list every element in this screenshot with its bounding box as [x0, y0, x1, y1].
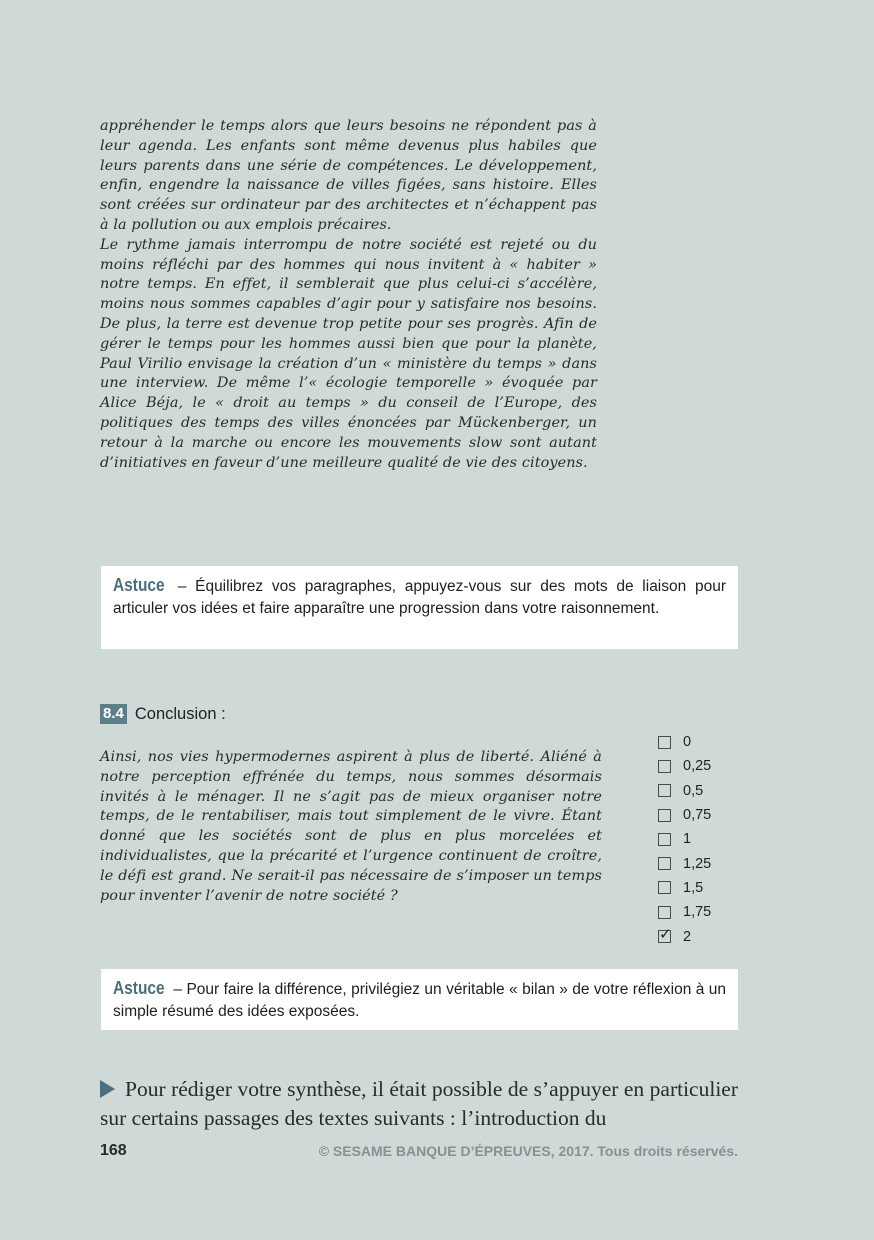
score-option[interactable]	[658, 876, 738, 900]
score-option-label: 1,25	[683, 855, 712, 872]
synthesis-text: Pour rédiger votre synthèse, il était possible de s’appuyer en particulier sur certains passages des textes suivants : l’introduction du	[100, 1077, 738, 1130]
score-option[interactable]	[658, 754, 738, 778]
section-number-badge: 8.4	[100, 704, 127, 724]
essay-paragraph: Le rythme jamais interrompu de notre société est rejeté ou du moins réfléchi par des hommes qui nous invitent à « habiter » notre temps. En effet, il semblerait que plus celui-ci s’accélère, moins nous sommes capables d’agir pour y satisfaire nos besoins. De plus, la terre est devenue trop petite pour ses progrès. Afin de gérer le temps pour les hommes aussi bien que pour la planète, Paul Virilio envisage la création d’un « ministère du temps » dans une interview. De même l’« écologie temporelle » évoquée par Alice Béja, le « droit au temps » du conseil de l’Europe, des politiques des temps des villes énoncées par Mückenberger, un retour à la marche ou encore les mouvements slow sont autant d’initiatives en faveur d’une meilleure qualité de vie des citoyens.	[100, 236, 597, 471]
checkbox[interactable]	[658, 881, 671, 894]
tip-text: – Équilibrez vos paragraphes, appuyez-vous sur des mots de liaison pour articuler vos idées et faire apparaître une progression dans votre raisonnement.	[113, 578, 726, 617]
tip-keyword: Astuce	[113, 978, 165, 998]
tip-box	[101, 969, 738, 1030]
conclusion-paragraph: Ainsi, nos vies hypermodernes aspirent à plus de liberté. Aliéné à notre perception effrénée du temps, nous sommes désormais invités à le ménager. Il ne s’agit pas de mieux organiser notre temps, de le rentabiliser, mais tout simplement de le vivre. Étant donné que les sociétés sont de plus en plus morcelées et individualistes, que la précarité et l’urgence continuent de croître, le défi est grand. Ne serait-il pas nécessaire de s’imposer un temps pour inventer l’avenir de notre société ?	[100, 749, 602, 904]
score-option[interactable]	[658, 900, 738, 924]
conclusion-text	[100, 748, 602, 906]
play-arrow-icon	[100, 1080, 115, 1098]
score-option[interactable]	[658, 924, 738, 948]
essay-paragraph: appréhender le temps alors que leurs besoins ne répondent pas à leur agenda. Les enfants sont même devenus plus habiles que leurs parents dans une série de compétences. Le développement, enfin, engendre la naissance de villes figées, sans histoire. Elles sont créées sur ordinateur par des architectes et n’échappent pas à la pollution ou aux emplois précaires.	[100, 118, 597, 233]
tip-text: – Pour faire la différence, privilégiez un véritable « bilan » de votre réflexion à un simple résumé des idées exposées.	[113, 981, 726, 1020]
score-option-label: 0,75	[683, 807, 712, 824]
section-heading	[100, 704, 226, 724]
copyright-notice: © SESAME BANQUE D’ÉPREUVES, 2017. Tous droits réservés.	[318, 1143, 738, 1159]
tip-keyword: Astuce	[113, 575, 165, 595]
score-option-label: 1,5	[683, 879, 704, 896]
score-option-label: 0	[683, 734, 692, 751]
score-option-label: 2	[683, 928, 692, 945]
score-checklist	[658, 730, 738, 949]
checkbox[interactable]	[658, 925, 672, 944]
checkbox[interactable]	[658, 784, 671, 797]
score-option-label: 1,75	[683, 904, 712, 921]
score-option-label: 1	[683, 831, 692, 848]
section-title: Conclusion :	[134, 704, 226, 723]
score-option[interactable]	[658, 803, 738, 827]
checkbox[interactable]	[658, 857, 671, 870]
score-option[interactable]	[658, 730, 738, 754]
page-number: 168	[100, 1142, 127, 1159]
check-icon: ✓	[659, 925, 672, 944]
checkbox[interactable]	[658, 906, 671, 919]
synthesis-paragraph	[100, 1075, 738, 1133]
score-option[interactable]	[658, 827, 738, 851]
checkbox[interactable]	[658, 833, 671, 846]
score-option-label: 0,5	[683, 782, 704, 799]
score-option-label: 0,25	[683, 758, 712, 775]
checkbox[interactable]	[658, 760, 671, 773]
essay-body-text	[100, 117, 597, 473]
checkbox[interactable]	[658, 809, 671, 822]
score-option[interactable]	[658, 851, 738, 875]
tip-box	[101, 566, 738, 649]
checkbox[interactable]	[658, 736, 671, 749]
score-option[interactable]	[658, 779, 738, 803]
